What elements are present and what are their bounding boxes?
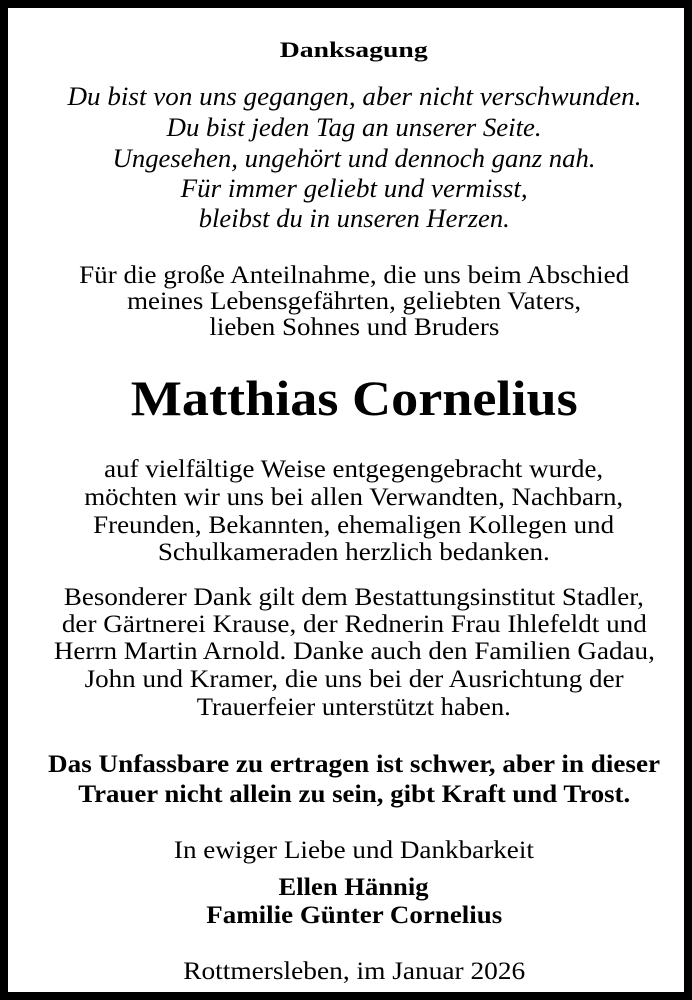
poem-line (8, 146, 692, 172)
thanks-line-text: möchten wir uns bei allen Verwandten, Nachbarn, (84, 484, 624, 511)
special-thanks-line (8, 695, 692, 720)
poem-line-text: Du bist von uns gegangen, aber nicht verschwunden. (67, 82, 641, 111)
intro-line-text: Für die große Anteilnahme, die uns beim Abschied (79, 262, 629, 289)
poem-line-text: Du bist jeden Tag an unserer Seite. (166, 113, 542, 142)
intro-line-text: lieben Sohnes und Bruders (209, 314, 499, 341)
signatory-text: Familie Günter Cornelius (206, 902, 502, 929)
thanks-line (8, 457, 692, 482)
deceased-name (8, 370, 692, 426)
signatory (8, 903, 692, 928)
closing-text: In ewiger Liebe und Dankbarkeit (174, 837, 534, 864)
poem-line-text: bleibst du in unseren Herzen. (198, 204, 510, 233)
notice-heading (8, 39, 692, 61)
special-thanks-line (8, 667, 692, 692)
intro-line (8, 263, 692, 288)
deceased-name-text: Matthias Cornelius (130, 370, 578, 426)
quote-line-text: Das Unfassbare zu ertragen ist schwer, aber in dieser (47, 751, 660, 778)
thanks-line (8, 513, 692, 538)
thanks-line-text: Freunden, Bekannten, ehemaligen Kollegen und (93, 512, 615, 539)
intro-line-text: meines Lebensgefährten, geliebten Vaters, (126, 288, 581, 315)
place-date-text: Rottmersleben, im Januar 2026 (182, 958, 525, 985)
thanks-line-text: Schulkameraden herzlich bedanken. (157, 539, 550, 566)
quote-line (8, 782, 692, 807)
heading-text: Danksagung (279, 37, 428, 62)
special-thanks-line-text: Besonderer Dank gilt dem Bestattungsinstitut Stadler, (64, 584, 644, 611)
special-thanks-line-text: Herrn Martin Arnold. Danke auch den Familien Gadau, (53, 638, 655, 665)
quote-line-text: Trauer nicht allein zu sein, gibt Kraft und Trost. (78, 781, 630, 808)
signatory (8, 875, 692, 900)
poem-line-text: Ungesehen, ungehört und dennoch ganz nah. (112, 144, 596, 173)
poem-line (8, 206, 692, 232)
special-thanks-line (8, 612, 692, 637)
thanks-line-text: auf vielfältige Weise entgegengebracht wurde, (104, 456, 604, 483)
signatory-text: Ellen Hännig (278, 874, 429, 901)
quote-line (8, 752, 692, 777)
special-thanks-line-text: der Gärtnerei Krause, der Rednerin Frau Ihlefeldt und (61, 611, 647, 638)
closing-line (8, 838, 692, 863)
poem-line (8, 115, 692, 141)
special-thanks-line-text: Trauerfeier unterstützt haben. (197, 694, 511, 721)
thanks-line (8, 540, 692, 565)
poem-line (8, 84, 692, 110)
intro-line (8, 315, 692, 340)
intro-line (8, 289, 692, 314)
poem-line-text: Für immer geliebt und vermisst, (180, 174, 528, 203)
special-thanks-line (8, 585, 692, 610)
poem-line (8, 176, 692, 202)
special-thanks-line-text: John und Kramer, die uns bei der Ausrichtung der (84, 666, 624, 693)
thanks-line (8, 485, 692, 510)
special-thanks-line (8, 639, 692, 664)
place-date (8, 959, 692, 984)
